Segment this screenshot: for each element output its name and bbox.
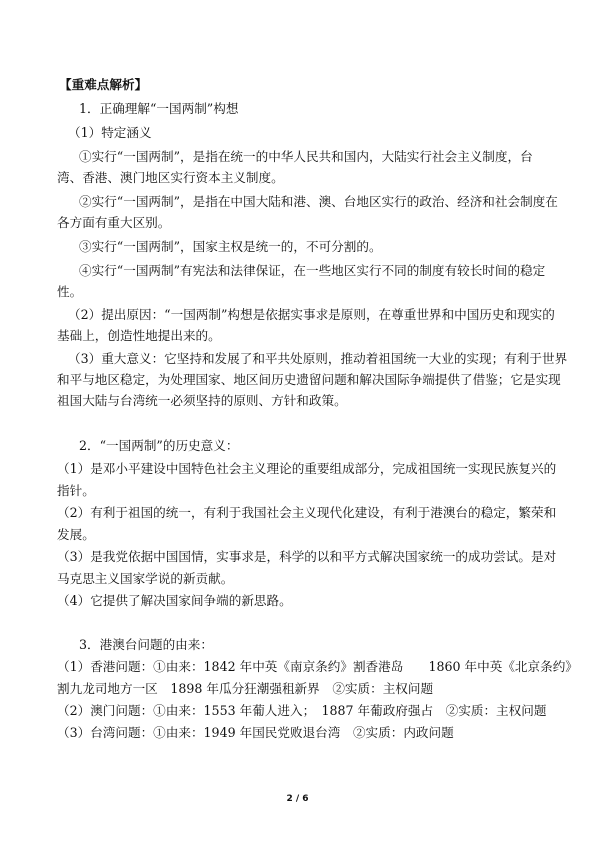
paragraph-line: 基础上，创造性地提出来的。 xyxy=(57,328,221,343)
paragraph-line: （4）它提供了解决国家间争端的新思路。 xyxy=(57,593,292,608)
paragraph-line: 割九龙司地方一区 1898 年瓜分狂潮强租新界 ②实质：主权问题 xyxy=(57,681,434,696)
paragraph-line: （3）台湾问题：①由来：1949 年国民党败退台湾 ②实质：内政问题 xyxy=(57,725,454,740)
paragraph-line: （1）香港问题：①由来：1842 年中英《南京条约》割香港岛 1860 年中英《北京条约》 xyxy=(57,659,578,674)
paragraph-line: ④实行“一国两制”有宪法和法律保证，在一些地区实行不同的制度有较长时间的稳定 xyxy=(79,263,546,278)
subheading: 3．港澳台问题的由来： xyxy=(79,637,213,652)
paragraph-line: 发展。 xyxy=(57,527,95,542)
paragraph-line: 性。 xyxy=(57,284,83,299)
paragraph-line: （3）是我党依据中国国情，实事求是，科学的以和平方式解决国家统一的成功尝试。是对 xyxy=(57,549,557,564)
paragraph-line: 指针。 xyxy=(57,483,95,498)
page-number: 2 / 6 xyxy=(286,794,309,804)
paragraph-line: （2）提出原因：“一国两制”构想是依据实事求是原则，在尊重世界和中国历史和现实的 xyxy=(68,307,555,322)
subheading: 2．“一国两制”的历史意义： xyxy=(79,438,239,453)
subheading: 1．正确理解“一国两制”构想 xyxy=(79,101,239,116)
paragraph-line: （1）特定涵义 xyxy=(68,125,152,140)
paragraph-line: 马克思主义国家学说的新贡献。 xyxy=(57,571,234,586)
paragraph-line: 和平与地区稳定，为处理国家、地区间历史遗留问题和解决国际争端提供了借鉴；它是实现 xyxy=(57,372,561,387)
paragraph-line: 祖国大陆与台湾统一必须坚持的原则、方针和政策。 xyxy=(57,393,347,408)
section-heading: 【重难点解析】 xyxy=(59,77,148,92)
paragraph-line: （2）有利于祖国的统一，有利于我国社会主义现代化建设，有利于港澳台的稳定，繁荣和 xyxy=(57,505,557,520)
paragraph-line: ②实行“一国两制”，是指在中国大陆和港、澳、台地区实行的政治、经济和社会制度在 xyxy=(79,194,558,209)
paragraph-line: 湾、香港、澳门地区实行资本主义制度。 xyxy=(57,170,284,185)
paragraph-line: （1）是邓小平建设中国特色社会主义理论的重要组成部分，完成祖国统一实现民族复兴的 xyxy=(57,461,557,476)
paragraph-line: （2）澳门问题：①由来：1553 年葡人进入； 1887 年葡政府强占 ②实质：主权问题 xyxy=(57,703,547,718)
paragraph-line: ③实行“一国两制”，国家主权是统一的，不可分割的。 xyxy=(79,239,382,254)
paragraph-line: （3）重大意义：它坚持和发展了和平共处原则，推动着祖国统一大业的实现；有利于世界 xyxy=(68,351,568,366)
paragraph-line: 各方面有重大区别。 xyxy=(57,215,171,230)
paragraph-line: ①实行“一国两制”，是指在统一的中华人民共和国内，大陆实行社会主义制度，台 xyxy=(79,149,533,164)
